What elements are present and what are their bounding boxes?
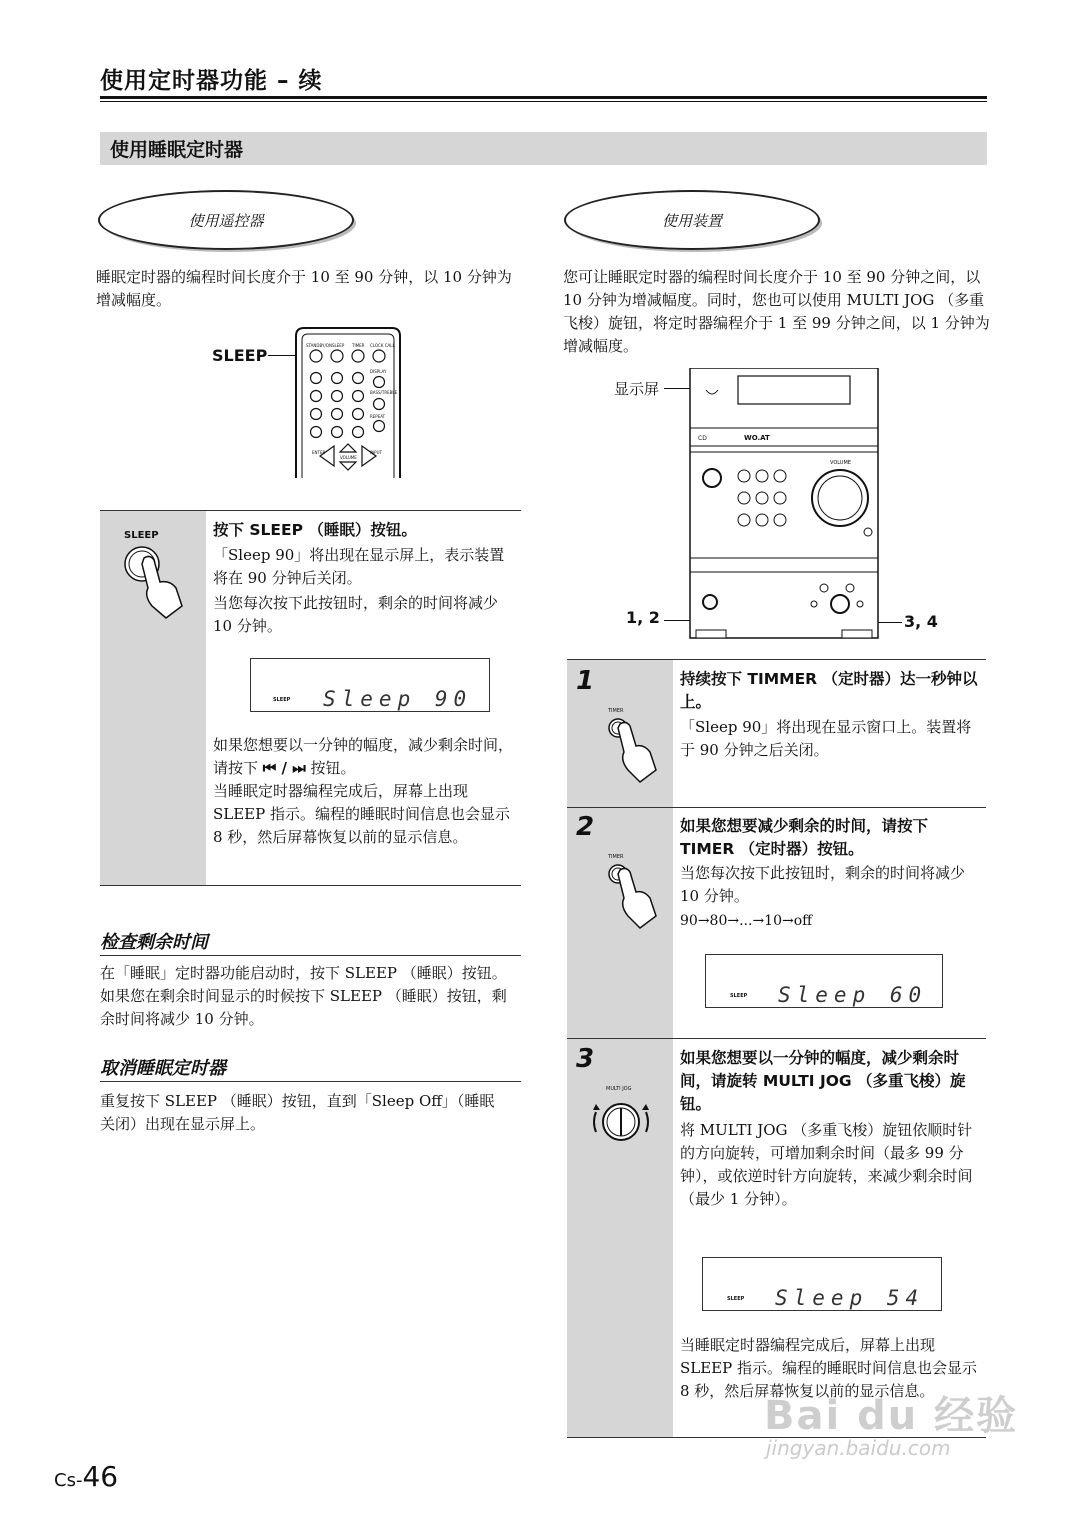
lcd-sleep-indicator: SLEEP [727, 1296, 745, 1302]
step-box-bottom-rule [100, 885, 521, 886]
left-step-text3-a: 如果您想要以一分钟的幅度，减少剩余时间，请按下 [213, 736, 514, 777]
step1-text: 「Sleep 90」将出现在显示窗口上。装置将于 90 分钟之后关闭。 [680, 718, 972, 759]
step1-button-label: TIMER [608, 708, 624, 714]
header-rule-thin [100, 101, 987, 102]
cancel-text: 重复按下 SLEEP （睡眠）按钮，直到「Sleep Off」（睡眠关闭）出现在显示屏上。 [100, 1092, 495, 1133]
check-text: 在「睡眠」定时器功能启动时，按下 SLEEP （睡眠）按钮。如果您在剩余时间显示的时候按下 SLEEP （睡眠）按钮，剩余时间将减少 10 分钟。 [100, 964, 507, 1028]
skip-buttons-icon: ⏮ / ⏭ [262, 759, 306, 777]
step3-number: 3 [576, 1044, 595, 1074]
left-step-text1: 「Sleep 90」将出现在显示屏上，表示装置将在 90 分钟后关闭。 [213, 546, 505, 587]
page-number [54, 1460, 118, 1493]
section-title: 使用睡眠定时器 [110, 139, 244, 161]
svg-text:WO.AT: WO.AT [744, 434, 770, 442]
header-rule [100, 96, 987, 99]
lcd-text: Sleep 54 [775, 1286, 925, 1310]
watermark-url: jingyan.baidu.com [766, 1436, 951, 1460]
svg-text:INPUT: INPUT [370, 450, 382, 455]
hand-press-sleep-icon [120, 544, 186, 620]
remote-callout-sleep: SLEEP [212, 346, 268, 365]
svg-text:VOLUME: VOLUME [340, 455, 357, 460]
lcd-sleep-indicator: SLEEP [730, 993, 748, 999]
check-heading: 检查剩余时间 [100, 932, 208, 953]
lcd-display [702, 1257, 942, 1311]
device-callout-right: 3, 4 [904, 612, 938, 631]
svg-text:REPEAT: REPEAT [370, 414, 386, 419]
lcd-display [705, 954, 943, 1008]
step2-button-label: TIMER [608, 854, 624, 860]
step2-number: 2 [576, 812, 595, 842]
left-step-title: 按下 SLEEP （睡眠）按钮。 [213, 521, 417, 539]
svg-text:TIMER: TIMER [352, 343, 365, 348]
step2-sequence: 90→80→...→10→off [680, 913, 813, 929]
remote-illustration [290, 326, 406, 478]
page-number-prefix: Cs- [54, 1470, 83, 1491]
left-step-text2: 当您每次按下此按钮时，剩余的时间将减少 10 分钟。 [213, 594, 499, 635]
page-title: 使用定时器功能 – 续 [100, 68, 323, 94]
step3-text2: 当睡眠定时器编程完成后，屏幕上出现 SLEEP 指示。编程的睡眠时间信息也会显示 8 秒，然后屏幕恢复以前的显示信息。 [680, 1336, 977, 1400]
lcd-text: Sleep 60 [778, 983, 928, 1007]
lcd-sleep-indicator: SLEEP [273, 697, 291, 703]
left-step-text3 [213, 734, 515, 780]
left-intro: 睡眠定时器的编程时间长度介于 10 至 90 分钟，以 10 分钟为增减幅度。 [96, 268, 512, 309]
pill-remote [98, 190, 354, 250]
device-callout-left: 1, 2 [626, 608, 660, 627]
step1-title: 持续按下 TIMMER （定时器）达一秒钟以上。 [680, 670, 978, 711]
lcd-display [250, 658, 490, 712]
hand-press-timer-icon [604, 716, 660, 786]
svg-text:VOLUME: VOLUME [830, 460, 851, 466]
page-number-value: 46 [82, 1460, 119, 1493]
cancel-rule [100, 1081, 521, 1082]
sleep-button-label: SLEEP [124, 530, 159, 541]
step3-title: 如果您想要以一分钟的幅度，减少剩余时间，请旋转 MULTI JOG （多重飞梭）旋钮。 [680, 1049, 966, 1113]
pill-unit [564, 190, 820, 250]
device-callout-display: 显示屏 [614, 380, 660, 398]
pill-unit-label: 使用装置 [661, 211, 722, 230]
left-step-text4: 当睡眠定时器编程完成后，屏幕上出现 SLEEP 指示。编程的睡眠时间信息也会显示 8 秒，然后屏幕恢复以前的显示信息。 [213, 782, 510, 846]
pill-remote-label: 使用遥控器 [188, 211, 264, 230]
lcd-text: Sleep 90 [323, 687, 473, 711]
svg-text:DISPLAY: DISPLAY [370, 369, 387, 374]
svg-text:CLOCK CALL: CLOCK CALL [370, 343, 395, 348]
device-illustration [684, 368, 884, 640]
svg-text:CD: CD [698, 435, 707, 442]
right-intro: 您可让睡眠定时器的编程时间长度介于 10 至 90 分钟之间，以 10 分钟为增减幅度。同时，您也可以使用 MULTI JOG （多重飞梭）旋钮，将定时器编程介于 1 至 99 分钟之间，以 1 分钟为增减幅度。 [563, 268, 990, 355]
hand-press-timer-icon [604, 862, 660, 932]
multi-jog-knob-icon [588, 1092, 654, 1148]
left-step-text3-b: 按钮。 [310, 759, 356, 777]
step3-button-label: MULTI JOG [606, 1086, 632, 1092]
check-rule [100, 955, 521, 956]
svg-text:STANDBY/ON: STANDBY/ON [306, 343, 332, 348]
svg-text:ENTER: ENTER [312, 450, 326, 455]
svg-text:BASS/TREBLE: BASS/TREBLE [370, 390, 398, 395]
step2-title: 如果您想要减少剩余的时间，请按下 TIMER （定时器）按钮。 [680, 817, 929, 858]
watermark-logo: Bai du 经验 [764, 1393, 1019, 1439]
svg-text:SLEEP: SLEEP [332, 343, 345, 348]
step3-text: 将 MULTI JOG （多重飞梭）旋钮依顺时针的方向旋转，可增加剩余时间（最多 99 分钟），或依逆时针方向旋转，来减少剩余时间 （最少 1 分钟）。 [680, 1121, 973, 1208]
step2-text: 当您每次按下此按钮时，剩余的时间将减少 10 分钟。 [680, 864, 966, 905]
step1-number: 1 [576, 666, 595, 696]
cancel-heading: 取消睡眠定时器 [100, 1058, 226, 1079]
